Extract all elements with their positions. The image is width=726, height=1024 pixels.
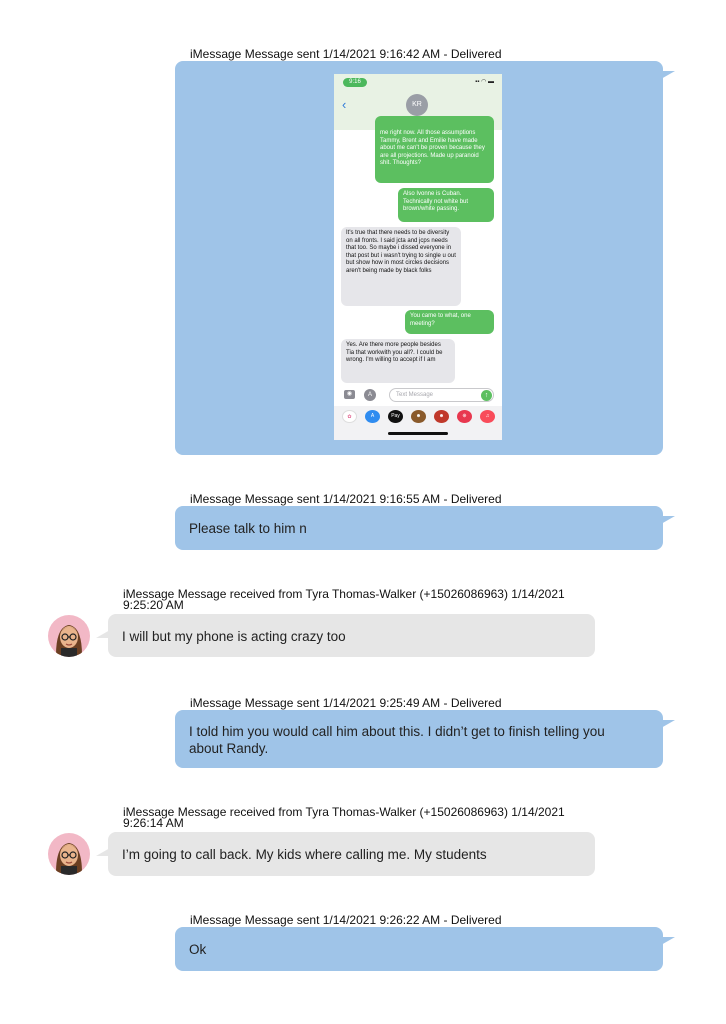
status-icons: ▪▪ ◠ ▬ (475, 79, 494, 85)
message-header: iMessage Message sent 1/14/2021 9:25:49 AM - Delivered (190, 696, 502, 710)
memoji-icon: ☻ (434, 410, 449, 423)
message-text: I told him you would call him about this. I didn’t get to finish telling you about Randy. (189, 724, 605, 756)
back-chevron-icon: ‹ (342, 97, 347, 112)
bubble-tail (661, 71, 675, 79)
message-input: Text Message (389, 388, 494, 402)
message-bubble-sent[interactable] (175, 710, 663, 768)
message-text: Please talk to him n (189, 521, 307, 536)
send-arrow-icon: ↑ (481, 390, 492, 401)
message-bubble-sent[interactable] (175, 927, 663, 971)
message-header: iMessage Message sent 1/14/2021 9:16:55 AM - Delivered (190, 492, 502, 506)
message-text: Ok (189, 942, 207, 957)
message-header: iMessage Message received from Tyra Thomas-Walker (+15026086963) 1/14/2021 9:26:14 AM (123, 805, 565, 830)
music-icon: ♫ (480, 410, 495, 423)
attached-screenshot[interactable] (334, 74, 502, 440)
camera-icon: ◉ (344, 390, 355, 399)
message-text: I’m going to call back. My kids where calling me. My students (122, 847, 487, 862)
chat-bubble-received: Yes. Are there more people besides Tia that workwith you all?. I could be wrong. I'm willing to accept if I am (341, 339, 455, 383)
sender-avatar (48, 833, 90, 875)
sender-avatar (48, 615, 90, 657)
apple-pay-icon: Pay (388, 410, 403, 423)
photos-icon: ✿ (342, 410, 357, 423)
memoji-icon: ☻ (411, 410, 426, 423)
bubble-tail (661, 720, 675, 728)
chat-bubble-sent: Also Ivonne is Cuban. Technically not white but brown/white passing. (398, 188, 494, 222)
bubble-tail (96, 630, 110, 638)
bubble-tail (661, 937, 675, 945)
app-store-icon: A (365, 410, 380, 423)
message-text: I will but my phone is acting crazy too (122, 629, 346, 644)
message-bubble-received[interactable] (108, 832, 595, 876)
message-bubble-received[interactable] (108, 614, 595, 657)
chat-bubble-sent: You came to what, one meeting? (405, 310, 494, 334)
search-images-icon: ⊕ (457, 410, 472, 423)
app-store-icon: A (364, 389, 376, 401)
message-header: iMessage Message sent 1/14/2021 9:26:22 AM - Delivered (190, 913, 502, 927)
bubble-tail (96, 848, 110, 856)
message-bubble-sent[interactable] (175, 506, 663, 550)
home-indicator (388, 432, 448, 435)
chat-bubble-sent: me right now. All those assumptions Tammy, Brent and Emilie have made about me can't be proven because they are all projections. Made up paranoid shit. Thoughts? (375, 116, 494, 183)
message-header: iMessage Message received from Tyra Thomas-Walker (+15026086963) 1/14/2021 9:25:20 AM (123, 587, 565, 612)
chat-bubble-received: It's true that there needs to be diversity on all fronts. I said jcta and jcps needs that too. So maybe i dissed everyone in that post but i wasn't trying to single u out but show how in most circles decisions aren't being made by black folks (341, 227, 461, 306)
message-header: iMessage Message sent 1/14/2021 9:16:42 AM - Delivered (190, 47, 502, 61)
bubble-tail (661, 516, 675, 524)
status-time: 9:16 (343, 78, 367, 87)
contact-avatar: KR (406, 94, 428, 116)
